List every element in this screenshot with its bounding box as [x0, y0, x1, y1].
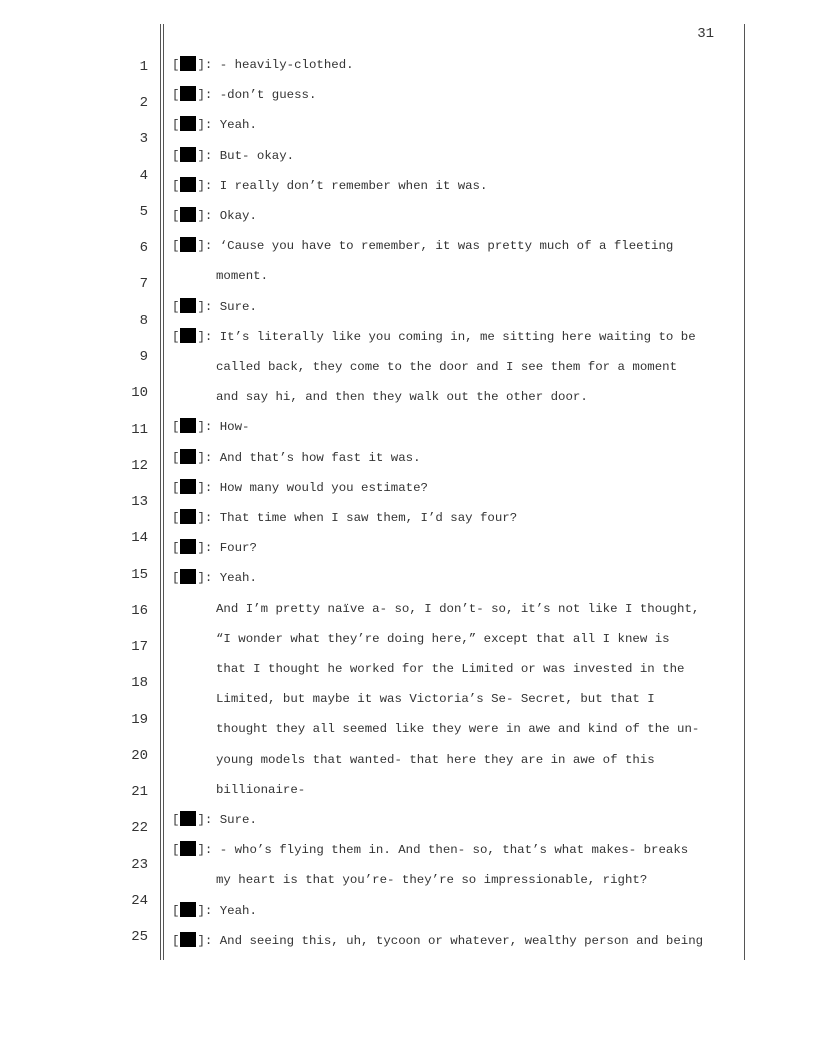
redacted-speaker: [ ]:	[172, 934, 220, 948]
line-number: 1	[139, 59, 148, 75]
page-number: 31	[697, 26, 714, 42]
line-number: 16	[131, 603, 148, 619]
transcript-text: billionaire-	[216, 783, 306, 797]
transcript-line	[216, 750, 655, 770]
redaction-block	[180, 207, 196, 222]
line-number: 22	[131, 820, 148, 836]
transcript-line	[172, 448, 421, 468]
line-number: 6	[139, 240, 148, 256]
line-number: 23	[131, 857, 148, 873]
transcript-line	[172, 538, 257, 558]
transcript-line	[216, 689, 655, 709]
transcript-text: How-	[219, 420, 250, 434]
line-number: 14	[131, 530, 148, 546]
transcript-text: Limited, but maybe it was Victoria’s Se- Secret, but that I	[216, 692, 655, 706]
redaction-block	[180, 902, 196, 917]
line-number: 3	[139, 131, 148, 147]
transcript-line	[172, 85, 316, 105]
transcript-text: -don’t guess.	[219, 88, 317, 102]
left-margin-rule	[160, 24, 161, 960]
transcript-line	[172, 810, 257, 830]
transcript-line	[172, 568, 257, 588]
transcript-text: How many would you estimate?	[219, 481, 428, 495]
transcript-text: Yeah.	[219, 904, 257, 918]
transcript-line	[172, 176, 487, 196]
left-margin-rule-inner	[163, 24, 164, 960]
line-number: 18	[131, 675, 148, 691]
redacted-speaker: [ ]:	[172, 149, 220, 163]
transcript-line	[172, 327, 696, 347]
transcript-text: thought they all seemed like they were in awe and kind of the un-	[216, 722, 700, 736]
redaction-block	[180, 56, 196, 71]
transcript-line	[216, 599, 699, 619]
redacted-speaker: [ ]:	[172, 118, 220, 132]
redacted-speaker: [ ]:	[172, 843, 220, 857]
line-number: 15	[131, 567, 148, 583]
transcript-line	[216, 266, 268, 286]
redacted-speaker: [ ]:	[172, 420, 220, 434]
line-number: 13	[131, 494, 148, 510]
transcript-line	[216, 870, 647, 890]
transcript-text: But- okay.	[219, 149, 295, 163]
redacted-speaker: [ ]:	[172, 451, 220, 465]
line-number: 7	[139, 276, 148, 292]
line-number: 12	[131, 458, 148, 474]
redaction-block	[180, 86, 196, 101]
line-number: 20	[131, 748, 148, 764]
transcript-line	[216, 357, 677, 377]
transcript-line	[172, 931, 703, 951]
line-number: 25	[131, 929, 148, 945]
right-margin-rule	[744, 24, 745, 960]
transcript-text: And seeing this, uh, tycoon or whatever, wealthy person and being	[219, 934, 704, 948]
transcript-text: - heavily-clothed.	[219, 58, 354, 72]
redaction-block	[180, 539, 196, 554]
redaction-block	[180, 177, 196, 192]
transcript-line	[216, 387, 588, 407]
redaction-block	[180, 509, 196, 524]
redaction-block	[180, 237, 196, 252]
transcript-line	[172, 146, 294, 166]
transcript-text: Four?	[219, 541, 257, 555]
line-number: 2	[139, 95, 148, 111]
line-number: 24	[131, 893, 148, 909]
transcript-line	[216, 659, 684, 679]
line-number: 4	[139, 168, 148, 184]
line-number: 8	[139, 313, 148, 329]
transcript-text: moment.	[216, 269, 269, 283]
transcript-text: Yeah.	[219, 571, 257, 585]
transcript-text: “I wonder what they’re doing here,” except that all I knew is	[216, 632, 670, 646]
redaction-block	[180, 116, 196, 131]
redacted-speaker: [ ]:	[172, 541, 220, 555]
redacted-speaker: [ ]:	[172, 179, 220, 193]
transcript-line	[172, 417, 250, 437]
transcript-line	[172, 840, 688, 860]
redacted-speaker: [ ]:	[172, 813, 220, 827]
redaction-block	[180, 147, 196, 162]
transcript-text: I really don’t remember when it was.	[219, 179, 488, 193]
transcript-line	[172, 901, 257, 921]
redacted-speaker: [ ]:	[172, 571, 220, 585]
redacted-speaker: [ ]:	[172, 239, 220, 253]
transcript-line	[172, 115, 257, 135]
transcript-line	[172, 55, 354, 75]
transcript-text: young models that wanted- that here they are in awe of this	[216, 753, 655, 767]
transcript-line	[172, 297, 257, 317]
redacted-speaker: [ ]:	[172, 300, 220, 314]
line-number: 5	[139, 204, 148, 220]
transcript-text: It’s literally like you coming in, me sitting here waiting to be	[219, 330, 696, 344]
redacted-speaker: [ ]:	[172, 481, 220, 495]
redaction-block	[180, 328, 196, 343]
line-number: 10	[131, 385, 148, 401]
transcript-text: And that’s how fast it was.	[219, 451, 421, 465]
line-number: 17	[131, 639, 148, 655]
redaction-block	[180, 569, 196, 584]
transcript-text: ‘Cause you have to remember, it was pretty much of a fleeting	[219, 239, 674, 253]
redaction-block	[180, 449, 196, 464]
transcript-line	[172, 478, 428, 498]
transcript-text: my heart is that you’re- they’re so impressionable, right?	[216, 873, 648, 887]
transcript-text: - who’s flying them in. And then- so, that’s what makes- breaks	[219, 843, 689, 857]
line-number: 9	[139, 349, 148, 365]
transcript-line	[172, 508, 517, 528]
redaction-block	[180, 418, 196, 433]
line-number: 11	[131, 422, 148, 438]
redacted-speaker: [ ]:	[172, 58, 220, 72]
redaction-block	[180, 298, 196, 313]
transcript-text: that I thought he worked for the Limited or was invested in the	[216, 662, 685, 676]
transcript-text: Sure.	[219, 300, 257, 314]
transcript-text: Okay.	[219, 209, 257, 223]
transcript-line	[172, 206, 257, 226]
redacted-speaker: [ ]:	[172, 511, 220, 525]
redaction-block	[180, 811, 196, 826]
line-number: 19	[131, 712, 148, 728]
redaction-block	[180, 479, 196, 494]
transcript-text: And I’m pretty naïve a- so, I don’t- so, it’s not like I thought,	[216, 602, 700, 616]
transcript-text: and say hi, and then they walk out the other door.	[216, 390, 588, 404]
transcript-line	[216, 780, 305, 800]
redaction-block	[180, 932, 196, 947]
transcript-text: Yeah.	[219, 118, 257, 132]
redacted-speaker: [ ]:	[172, 88, 220, 102]
redacted-speaker: [ ]:	[172, 209, 220, 223]
redacted-speaker: [ ]:	[172, 904, 220, 918]
transcript-text: called back, they come to the door and I see them for a moment	[216, 360, 678, 374]
redacted-speaker: [ ]:	[172, 330, 220, 344]
transcript-line	[216, 629, 670, 649]
transcript-text: That time when I saw them, I’d say four?	[219, 511, 518, 525]
transcript-line	[216, 719, 699, 739]
redaction-block	[180, 841, 196, 856]
transcript-text: Sure.	[219, 813, 257, 827]
line-number: 21	[131, 784, 148, 800]
transcript-line	[172, 236, 673, 256]
